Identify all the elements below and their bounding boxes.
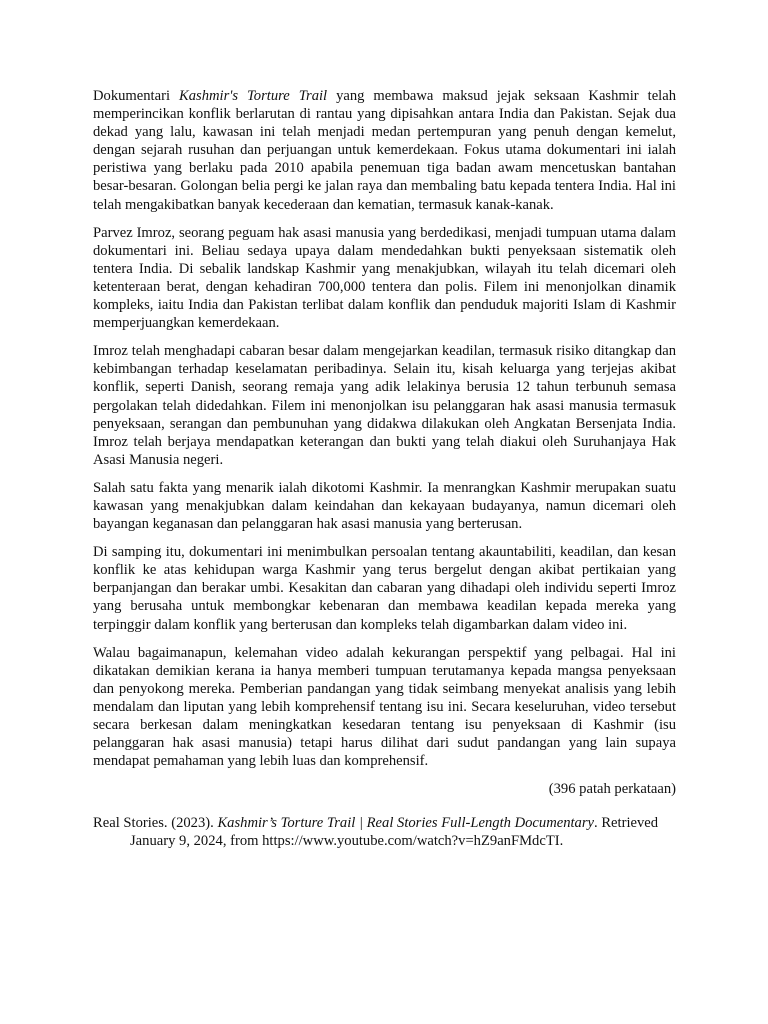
paragraph-1-body: yang membawa maksud jejak seksaan Kashmir telah memperincikan konflik berlarutan di rantau yang dipisahkan antara India dan Pakistan. Sejak dua dekad yang lalu, kawasan ini telah menjadi medan pertempuran yang penuh dengan kemelut, dengan sejarah rusuhan dan perjuangan untuk kemerdekaan. Fokus utama dokumentari ini ialah peristiwa yang berlaku pada 2010 apabila penemuan tiga badan awam mencetuskan bantahan besar-besaran. Golongan belia pergi ke jalan raya dan membaling batu kepada tentera India. Hal ini telah mengakibatkan banyak kecederaan dan kematian, termasuk kanak-kanak.: [93, 88, 676, 213]
paragraph-5: Di samping itu, dokumentari ini menimbulkan persoalan tentang akauntabiliti, keadilan, dan kesan konflik ke atas kehidupan warga Kashmir yang terus bergelut dengan akibat pertikaian yang berpanjangan dan berakar umbi. Kesakitan dan cabaran yang dihadapi oleh individu seperti Imroz yang berusaha untuk membongkar kebenaran dan membawa keadilan kepada mereka yang terpinggir dalam konflik yang berterusan dan kompleks telah digambarkan dalam video ini.: [93, 544, 676, 633]
paragraph-2: Parvez Imroz, seorang peguam hak asasi manusia yang berdedikasi, menjadi tumpuan utama dalam dokumentari ini. Beliau sedaya upaya dalam mendedahkan bukti penyeksaan sistematik oleh tentera India. Di sebalik landskap Kashmir yang menakjubkan, wilayah itu telah dicemari oleh ketenteraan berat, dengan kehadiran 700,000 tentera dan polis. Filem ini menonjolkan dinamik kompleks, iaitu India dan Pakistan terlibat dalam konflik dan penduduk majoriti Islam di Kashmir memperjuangkan kemerdekaan.: [93, 224, 676, 332]
paragraph-4: Salah satu fakta yang menarik ialah dikotomi Kashmir. Ia menrangkan Kashmir merupakan suatu kawasan yang menakjubkan dalam keindahan dan kekayaan budayanya, namun dicemari oleh bayangan keganasan dan pelanggaran hak asasi manusia yang berterusan.: [93, 479, 676, 533]
documentary-title: Kashmir's Torture Trail: [178, 88, 328, 104]
reference-author: Real Stories. (2023).: [93, 815, 218, 832]
paragraph-1-lead: Dokumentari: [93, 88, 179, 104]
paragraph-3: Imroz telah menghadapi cabaran besar dalam mengejarkan keadilan, termasuk risiko ditangkap dan kebimbangan terhadap keselamatan peribadinya. Selain itu, kisah keluarga yang terjejas akibat konflik, seperti Danish, seorang remaja yang adik lelakinya berusia 12 tahun terbunuh semasa pergolakan telah didedahkan. Filem ini menonjolkan isu pelanggaran hak asasi manusia termasuk penyeksaan, serangan dan pembunuhan yang didakwa dilakukan oleh Angkatan Bersenjata India. Imroz telah berjaya mendapatkan keterangan dan bukti yang telah diakui oleh Suruhanjaya Hak Asasi Manusia negeri.: [93, 343, 676, 468]
paragraph-6: Walau bagaimanapun, kelemahan video adalah kekurangan perspektif yang pelbagai. Hal ini dikatakan demikian kerana ia hanya memberi tumpuan terutamanya kepada mangsa penyeksaan dan penyokong mereka. Pemberian pandangan yang tidak seimbang menyekat analisis yang lebih mendalam dan liputan yang lebih komprehensif tentang isu ini. Secara keseluruhan, video tersebut secara berkesan dalam meningkatkan kesedaran tentang isu penyeksaan di Kashmir (isu pelanggaran hak asasi manusia) tetapi harus dilihat dari sudut pandangan yang lain supaya mendapat pemahaman yang lebih luas dan komprehensif.: [93, 644, 676, 770]
word-count: (396 patah perkataan): [548, 781, 676, 798]
reference-entry: [93, 814, 676, 850]
reference-retrieval: . Retrieved January 9, 2024, from https://www.youtube.com/watch?v=hZ9anFMdcTI.: [130, 815, 659, 850]
paragraph-1: [93, 87, 676, 214]
document-page: [93, 87, 676, 850]
reference-title: Kashmir’s Torture Trail | Real Stories Full-Length Documentary: [217, 815, 595, 832]
